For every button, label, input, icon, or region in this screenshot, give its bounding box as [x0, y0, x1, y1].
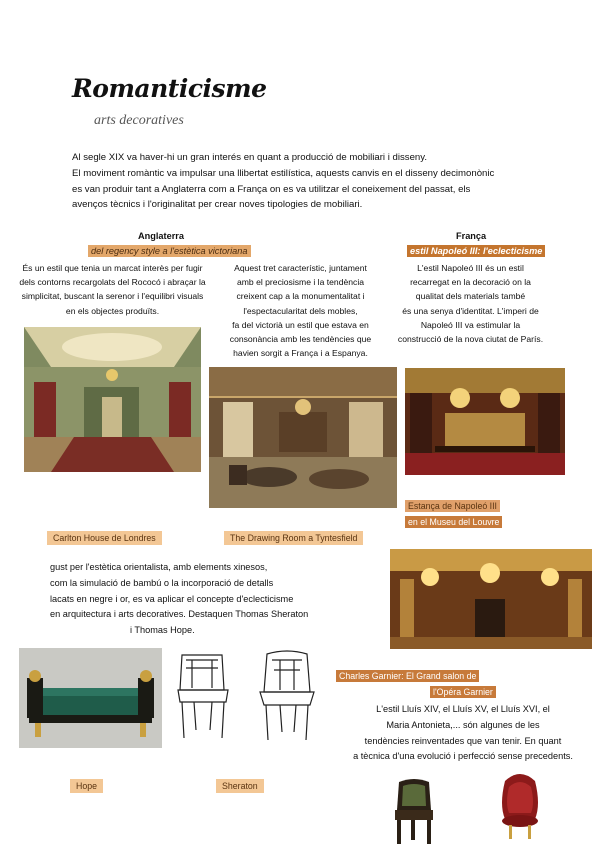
text-line: en els objectes produïts. — [65, 305, 160, 316]
carlton-house-photo — [24, 327, 201, 472]
page-subtitle: arts decoratives — [94, 113, 184, 128]
text-line: a tècnica d'una evolució i perfecció sense precedents. — [353, 751, 573, 762]
text-line: com la simulació de bambú o la incorporació de detalls — [50, 577, 274, 588]
text-line: Maria Antonieta,... són algunes de les — [386, 719, 540, 730]
intro-line: El moviment romàntic va impulsar una llibertat estilística, aquests canvis en el disseny decimonònic — [72, 167, 495, 179]
text-line: lacats en negre i or, es va aplicar el concepte d'eclecticisme — [50, 593, 294, 604]
text-line: L'estil Napoleó III és un estil — [417, 263, 524, 273]
england-heading: Anglaterra — [138, 231, 184, 241]
louis-styles-paragraph — [338, 702, 588, 765]
hope-caption: Hope — [70, 779, 103, 793]
text-line: l'espectacularitat dels mobles, — [243, 305, 358, 316]
text-line: L'estil Lluís XIV, el Lluís XV, el Lluís XVI, el — [376, 704, 550, 714]
text-line: Napoleó III va estimular la — [420, 319, 521, 330]
text-line: simplicitat, buscant la serenor i l'equilibri visuals — [21, 291, 204, 302]
garnier-caption-line1: Charles Garnier: El Grand salon de — [336, 670, 479, 682]
text-line: qualitat dels materials també — [415, 291, 526, 302]
england-style-tag: del regency style a l'estètica victoriana — [88, 245, 251, 257]
sheraton-chair-drawings — [172, 650, 330, 742]
intro-line: Al segle XIX va haver-hi un gran interés en quant a producció de mobiliari i disseny. — [72, 152, 427, 163]
text-line: És un estil que tenia un marcat interès per fugir — [22, 263, 203, 273]
text-line: amb el preciosisme i la tendència — [236, 277, 365, 288]
france-style-tag: estil Napoleó III: l'eclecticisme — [407, 245, 545, 257]
text-line: en arquitectura i arts decoratives. Destaquen Thomas Sheraton — [50, 609, 309, 620]
text-line: havien sorgit a França i a Espanya. — [233, 348, 368, 359]
hope-sofa-photo — [19, 648, 162, 748]
text-line: Aquest tret característic, juntament — [234, 263, 367, 273]
louvre-caption-line2: en el Museu del Louvre — [405, 516, 502, 528]
intro-paragraph — [72, 150, 542, 213]
text-line: és una senya d'identitat. L'imperi de — [402, 305, 539, 316]
text-line: consonància amb les tendències que — [229, 334, 372, 345]
france-heading: França — [456, 231, 487, 241]
text-line: gust per l'estètica orientalista, amb elements xinesos, — [50, 562, 268, 572]
text-line: creixent cap a la monumentalitat i — [236, 291, 365, 302]
text-line: tendències reinventades que van tenir. En quant — [364, 735, 562, 746]
france-text — [388, 261, 553, 346]
red-chair-photo — [497, 771, 543, 841]
drawing-room-caption: The Drawing Room a Tyntesfield — [224, 531, 363, 545]
text-line: fa del victorià un estil que estava en — [232, 319, 369, 330]
england-text-left — [10, 261, 215, 318]
sheraton-caption: Sheraton — [216, 779, 264, 793]
orientalism-paragraph — [50, 560, 308, 639]
opera-garnier-photo — [390, 549, 592, 649]
garnier-caption-line2: l'Opéra Garnier — [430, 686, 496, 698]
text-line: i Thomas Hope. — [130, 625, 195, 636]
text-line: construcció de la nova ciutat de París. — [397, 334, 544, 345]
drawing-room-photo — [209, 367, 397, 508]
text-line: recarregat en la decoració on la — [410, 277, 531, 288]
intro-line: avenços tècnics i l'originalitat per crear noves tipologies de mobiliari. — [72, 199, 363, 211]
page-title: Romanticisme — [72, 74, 267, 103]
louvre-caption-line1: Estança de Napoleó III — [405, 500, 500, 512]
louis-chair-photo — [387, 778, 441, 846]
text-line: dels contorns recargolats del Rococó i abraçar la — [19, 277, 206, 288]
carlton-house-caption: Carlton House de Londres — [47, 531, 162, 545]
england-text-middle — [208, 261, 393, 360]
intro-line: es van produir tant a Anglaterra com a França on es va utilitzar el coneixement del passat, els — [72, 183, 471, 195]
napoleon-louvre-photo — [405, 368, 565, 475]
